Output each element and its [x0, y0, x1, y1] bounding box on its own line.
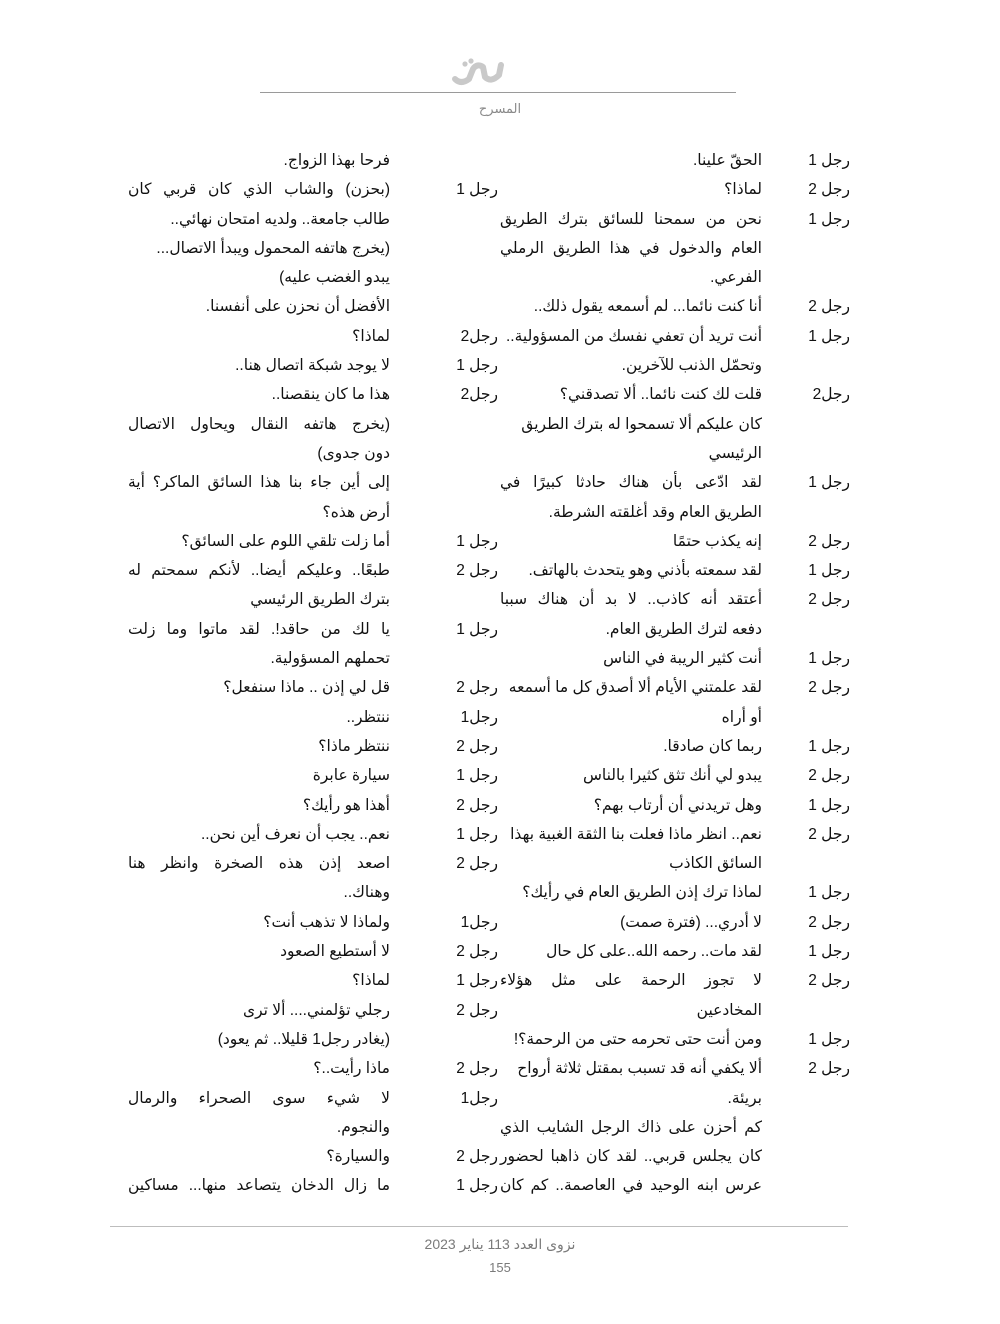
- dialogue-text: ومن أنت حتى تحرمه حتى من الرحمة؟!: [513, 1030, 762, 1048]
- speaker-label: رجل 1: [808, 1030, 850, 1048]
- dialogue-line: [128, 1142, 498, 1171]
- dialogue-line: [128, 175, 498, 204]
- dialogue-line: [500, 410, 850, 439]
- dialogue-text: يا لك من حاقد!. لقد ماتوا وما زلت: [128, 620, 390, 638]
- speaker-label: رجل 2: [456, 679, 498, 697]
- dialogue-text: والسيارة؟: [326, 1148, 390, 1166]
- dialogue-line: [500, 585, 850, 614]
- speaker-label: رجل2: [460, 386, 498, 404]
- dialogue-text: الأفضل أن نحزن على أنفسنا.: [205, 298, 390, 316]
- dialogue-line: [500, 996, 850, 1025]
- dialogue-line: [128, 878, 390, 907]
- dialogue-line: [500, 1025, 850, 1054]
- dialogue-text: العام والدخول في هذا الطريق الرملي: [500, 239, 762, 257]
- dialogue-line: [128, 849, 498, 878]
- dialogue-text: وهناك..: [343, 884, 390, 902]
- dialogue-line: [500, 527, 850, 556]
- page-number: 155: [489, 1260, 511, 1275]
- dialogue-line: [500, 380, 850, 409]
- dialogue-line: [128, 556, 498, 585]
- header-divider: [260, 92, 736, 93]
- dialogue-line: [500, 322, 850, 351]
- dialogue-text: لا أستطيع الصعود: [280, 943, 390, 961]
- dialogue-text: أو أراه: [721, 708, 762, 726]
- dialogue-text: لا يوجد شبكة اتصال هنا..: [235, 357, 390, 375]
- dialogue-text: ربما كان صادقا.: [663, 737, 762, 755]
- dialogue-line: [128, 908, 498, 937]
- speaker-label: رجل 2: [808, 532, 850, 550]
- dialogue-text: قل لي إذن .. ماذا سنفعل؟: [223, 679, 390, 697]
- dialogue-text: أنت كثير الريبة في الناس: [603, 650, 762, 668]
- speaker-label: رجل 2: [808, 825, 850, 843]
- speaker-label: رجل 2: [808, 298, 850, 316]
- dialogue-line: [128, 615, 498, 644]
- dialogue-text: يبدو الغضب عليه): [279, 269, 390, 287]
- speaker-label: رجل 2: [808, 181, 850, 199]
- dialogue-line: [500, 849, 850, 878]
- dialogue-line: [500, 703, 850, 732]
- dialogue-line: [500, 908, 850, 937]
- speaker-label: رجل 1: [456, 1177, 498, 1195]
- dialogue-line: [128, 1025, 390, 1054]
- dialogue-line: [128, 966, 498, 995]
- dialogue-line: [128, 234, 390, 263]
- dialogue-text: دون جدوى): [317, 444, 390, 462]
- dialogue-text: ما زال الدخان يتصاعد منها... مساكين: [128, 1177, 390, 1195]
- dialogue-line: [128, 322, 498, 351]
- speaker-label: رجل1: [460, 708, 498, 726]
- speaker-label: رجل 2: [456, 1001, 498, 1019]
- dialogue-line: [128, 380, 498, 409]
- dialogue-line: [128, 732, 498, 761]
- dialogue-text: الفرعي.: [710, 269, 762, 287]
- footer-divider: [110, 1226, 848, 1227]
- dialogue-text: (يخرج هاتفه النقال ويحاول الاتصال: [128, 415, 390, 433]
- dialogue-text: لا تجوز الرحمة على مثل هؤلاء: [500, 972, 762, 990]
- speaker-label: رجل 1: [456, 767, 498, 785]
- dialogue-line: [500, 644, 850, 673]
- dialogue-text: أنت تريد أن تعفي نفسك من المسؤولية..: [505, 327, 762, 345]
- dialogue-text: كان عليكم ألا تسمحوا له بترك الطريق: [521, 415, 762, 433]
- dialogue-line: [500, 498, 850, 527]
- speaker-label: رجل 1: [456, 620, 498, 638]
- dialogue-text: تحملهم المسؤولية.: [270, 650, 390, 668]
- dialogue-text: دفعه لترك الطريق العام.: [605, 620, 762, 638]
- dialogue-line: [128, 1171, 498, 1200]
- dialogue-text: ألا يكفي أنه قد تسبب بمقتل ثلاثة أرواح: [517, 1060, 762, 1078]
- dialogue-line: [500, 673, 850, 702]
- dialogue-line: [500, 878, 850, 907]
- dialogue-text: عرس ابنه الوحيد في العاصمة.. كم كان: [500, 1177, 762, 1195]
- dialogue-line: [500, 937, 850, 966]
- dialogue-text: السائق الكاذب: [669, 855, 762, 873]
- dialogue-line: [500, 966, 850, 995]
- dialogue-line: [128, 996, 498, 1025]
- dialogue-text: كان يجلس قربي.. لقد كان ذاهبا لحضور: [500, 1148, 762, 1166]
- dialogue-text: (يغادر رجل1 قليلا.. ثم يعود): [217, 1030, 390, 1048]
- dialogue-line: [500, 175, 850, 204]
- speaker-label: رجل 2: [456, 1148, 498, 1166]
- dialogue-text: ماذا رأيت..؟: [313, 1060, 390, 1078]
- left-column: [128, 146, 498, 1201]
- dialogue-line: [500, 615, 850, 644]
- dialogue-text: إنه يكذب حتمًا: [672, 532, 762, 550]
- speaker-label: رجل 1: [808, 210, 850, 228]
- dialogue-text: المخادعين: [696, 1001, 762, 1019]
- dialogue-line: [500, 1171, 850, 1200]
- dialogue-text: أنا كنت نائما... لم أسمعه يقول ذلك..: [533, 298, 762, 316]
- dialogue-text: لماذا ترك إذن الطريق العام في رأيك؟: [522, 884, 762, 902]
- speaker-label: رجل 2: [808, 972, 850, 990]
- dialogue-line: [500, 234, 850, 263]
- dialogue-text: بريئة.: [727, 1089, 762, 1107]
- dialogue-text: لقد علمتني الأيام ألا أصدق كل ما أسمعه: [508, 679, 762, 697]
- dialogue-line: [500, 351, 850, 380]
- dialogue-line: [500, 820, 850, 849]
- dialogue-text: إلى أين جاء بنا هذا السائق الماكر؟ أية: [128, 474, 390, 492]
- speaker-label: رجل 2: [456, 796, 498, 814]
- dialogue-text: لقد مات.. رحمه الله..على كل حال: [546, 943, 762, 961]
- dialogue-text: الرئيسي: [708, 444, 762, 462]
- dialogue-line: [128, 205, 390, 234]
- speaker-label: رجل 1: [456, 532, 498, 550]
- dialogue-text: الحقّ علينا.: [692, 152, 762, 169]
- dialogue-line: [128, 937, 498, 966]
- dialogue-text: نعم.. يجب أن نعرف أين نحن..: [200, 825, 390, 843]
- dialogue-line: [500, 1054, 850, 1083]
- speaker-label: رجل 2: [456, 855, 498, 873]
- dialogue-text: بترك الطريق الرئيسي: [250, 591, 390, 609]
- dialogue-line: [128, 498, 390, 527]
- dialogue-text: الطريق العام وقد أغلقته الشرطة.: [548, 503, 762, 521]
- dialogue-text: وتحمّل الذنب للآخرين.: [621, 357, 762, 375]
- dialogue-text: لماذا؟: [352, 972, 390, 990]
- dialogue-text: أعتقد أنه كاذب.. لا بد أن هناك سببا: [500, 591, 762, 609]
- speaker-label: رجل1: [460, 1089, 498, 1107]
- dialogue-line: [128, 761, 498, 790]
- dialogue-line: [500, 556, 850, 585]
- dialogue-text: (بحزن) والشاب الذي كان قربي كان: [128, 181, 390, 199]
- dialogue-line: [500, 439, 850, 468]
- dialogue-text: فرحا بهذا الزواج.: [283, 152, 390, 169]
- dialogue-line: [128, 527, 498, 556]
- dialogue-line: [128, 644, 390, 673]
- dialogue-line: [500, 146, 850, 175]
- section-label: المسرح: [478, 101, 522, 116]
- speaker-label: رجل 2: [808, 1060, 850, 1078]
- dialogue-line: [128, 263, 390, 292]
- speaker-label: رجل 1: [808, 650, 850, 668]
- speaker-label: رجل 1: [808, 884, 850, 902]
- speaker-label: رجل2: [460, 327, 498, 345]
- dialogue-line: [128, 468, 390, 497]
- dialogue-text: قلت لك كنت نائما.. ألا تصدقني؟: [559, 386, 762, 404]
- dialogue-text: ننتظر ماذا؟: [318, 737, 390, 755]
- speaker-label: رجل 2: [456, 1060, 498, 1078]
- dialogue-text: نحن من سمحنا للسائق بترك الطريق: [500, 210, 762, 228]
- dialogue-text: يبدو لي أنك تثق كثيرا بالناس: [582, 767, 762, 785]
- dialogue-line: [500, 263, 850, 292]
- speaker-label: رجل 1: [456, 972, 498, 990]
- dialogue-line: [500, 1084, 850, 1113]
- dialogue-line: [128, 791, 498, 820]
- footer-issue: نزوى العدد 113 يناير 2023: [424, 1236, 576, 1252]
- speaker-label: رجل 1: [808, 562, 850, 580]
- speaker-label: رجل 1: [808, 943, 850, 961]
- dialogue-text: نعم.. انظر ماذا فعلت بنا الثقة الغبية بهذا: [510, 825, 762, 843]
- dialogue-line: [500, 205, 850, 234]
- dialogue-line: [128, 820, 498, 849]
- dialogue-text: ننتظر..: [346, 708, 390, 726]
- dialogue-text: أرض هذه؟: [322, 503, 390, 521]
- dialogue-text: لماذا؟: [724, 181, 762, 199]
- dialogue-text: سيارة عابرة: [312, 767, 390, 785]
- dialogue-line: [128, 585, 390, 614]
- dialogue-text: والنجوم.: [336, 1118, 390, 1136]
- speaker-label: رجل 2: [456, 562, 498, 580]
- dialogue-line: [128, 292, 390, 321]
- dialogue-line: [128, 146, 390, 175]
- speaker-label: رجل2: [812, 386, 850, 404]
- speaker-label: رجل 2: [456, 737, 498, 755]
- dialogue-text: أهذا هو رأيك؟: [302, 796, 390, 814]
- dialogue-text: (يخرج هاتفه المحمول ويبدأ الاتصال...: [156, 239, 390, 257]
- dialogue-line: [500, 1142, 850, 1171]
- dialogue-text: اصعد إذن هذه الصخرة وانظر هنا: [128, 855, 390, 873]
- speaker-label: رجل 1: [808, 327, 850, 345]
- dialogue-text: أما زلت تلقي اللوم على السائق؟: [181, 532, 390, 550]
- dialogue-text: هذا ما كان ينقصنا..: [271, 386, 390, 404]
- speaker-label: رجل 1: [808, 152, 850, 169]
- dialogue-line: [500, 292, 850, 321]
- speaker-label: رجل 1: [808, 737, 850, 755]
- dialogue-line: [128, 1084, 498, 1113]
- speaker-label: رجل 1: [808, 796, 850, 814]
- dialogue-line: [500, 791, 850, 820]
- dialogue-text: لقد سمعته بأذني وهو يتحدث بالهاتف.: [528, 562, 762, 580]
- dialogue-line: [500, 761, 850, 790]
- speaker-label: رجل 2: [808, 591, 850, 609]
- dialogue-text: ولماذا لا تذهب أنت؟: [263, 913, 390, 931]
- dialogue-line: [500, 1113, 850, 1142]
- speaker-label: رجل 1: [456, 357, 498, 375]
- speaker-label: رجل 2: [808, 913, 850, 931]
- dialogue-text: وهل تريدني أن أرتاب بهم؟: [593, 796, 762, 814]
- dialogue-text: رجلي تؤلمني.... ألا ترى: [242, 1001, 390, 1019]
- dialogue-text: لا أدري... (فترة صمت): [620, 913, 762, 931]
- dialogue-line: [128, 1054, 498, 1083]
- speaker-label: رجل 2: [808, 679, 850, 697]
- magazine-logo: [451, 55, 505, 89]
- dialogue-text: لقد ادّعى بأن هناك حادثا كبيرًا في: [500, 474, 762, 492]
- dialogue-text: طالب جامعة.. ولديه امتحان نهائي..: [170, 210, 390, 228]
- dialogue-text: لا شيء سوى الصحراء والرمال: [128, 1089, 390, 1107]
- dialogue-line: [128, 673, 498, 702]
- dialogue-text: لماذا؟: [352, 327, 390, 345]
- dialogue-line: [500, 468, 850, 497]
- speaker-label: رجل 1: [456, 825, 498, 843]
- right-column: [500, 146, 850, 1201]
- dialogue-line: [500, 732, 850, 761]
- speaker-label: رجل 2: [808, 767, 850, 785]
- dialogue-text: طبعًا.. وعليكم أيضا.. لأنكم سمحتم له: [128, 562, 390, 580]
- dialogue-line: [128, 351, 498, 380]
- dialogue-line: [128, 439, 390, 468]
- speaker-label: رجل1: [460, 913, 498, 931]
- dialogue-line: [128, 703, 498, 732]
- dialogue-line: [128, 1113, 390, 1142]
- speaker-label: رجل 1: [456, 181, 498, 199]
- speaker-label: رجل 1: [808, 474, 850, 492]
- dialogue-line: [128, 410, 390, 439]
- dialogue-text: كم أحزن على ذاك الرجل الشايب الذي: [500, 1118, 762, 1136]
- speaker-label: رجل 2: [456, 943, 498, 961]
